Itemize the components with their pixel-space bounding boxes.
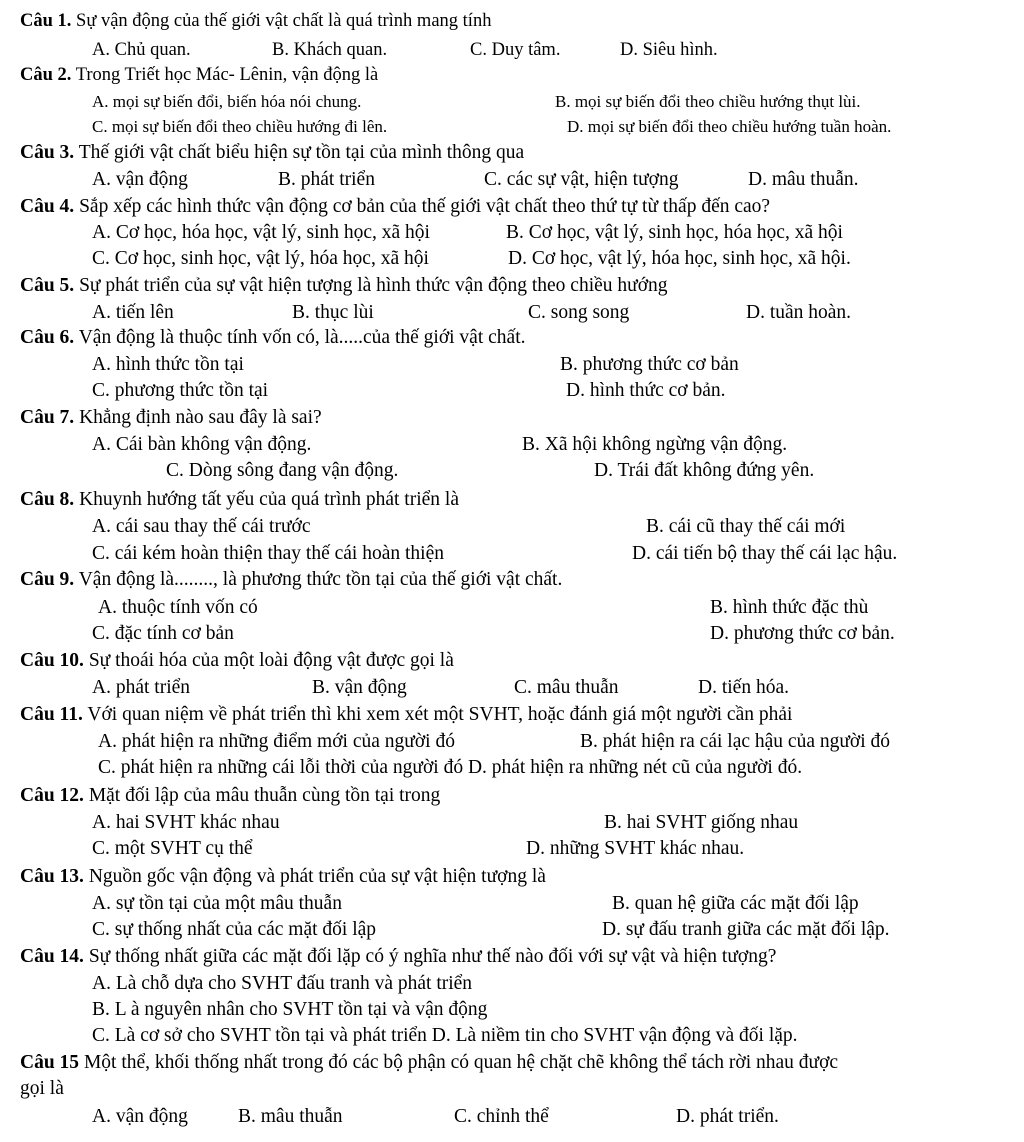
question-13: Câu 13. Nguồn gốc vận động và phát triển của sự vật hiện tượng là — [20, 866, 546, 887]
q2-option-a[interactable]: A. mọi sự biến đổi, biến hóa nói chung. — [92, 92, 362, 111]
question-7: Câu 7. Khẳng định nào sau đây là sai? — [20, 407, 322, 428]
question-8: Câu 8. Khuynh hướng tất yếu của quá trình phát triển là — [20, 489, 459, 510]
question-15-continued: gọi là — [20, 1078, 64, 1099]
q7-option-d[interactable]: D. Trái đất không đứng yên. — [594, 460, 815, 481]
q15-option-c[interactable]: C. chỉnh thể — [454, 1106, 549, 1127]
q8-option-c[interactable]: C. cái kém hoàn thiện thay thế cái hoàn thiện — [92, 543, 444, 564]
q9-option-b[interactable]: B. hình thức đặc thù — [710, 597, 869, 618]
q15-option-a[interactable]: A. vận động — [92, 1106, 188, 1127]
q9-option-c[interactable]: C. đặc tính cơ bản — [92, 623, 234, 644]
q1-option-d[interactable]: D. Siêu hình. — [620, 40, 718, 60]
q4-option-c[interactable]: C. Cơ học, sinh học, vật lý, hóa học, xã hội — [92, 248, 429, 269]
q14-option-a[interactable]: A. Là chỗ dựa cho SVHT đấu tranh và phát triển — [92, 973, 473, 994]
question-6: Câu 6. Vận động là thuộc tính vốn có, là.....của thế giới vật chất. — [20, 327, 526, 348]
q3-option-b[interactable]: B. phát triển — [278, 169, 375, 190]
q10-option-a[interactable]: A. phát triển — [92, 677, 191, 698]
question-11: Câu 11. Với quan niệm về phát triển thì khi xem xét một SVHT, hoặc đánh giá một người cần phải — [20, 704, 793, 725]
question-4: Câu 4. Sắp xếp các hình thức vận động cơ bản của thế giới vật chất theo thứ tự từ thấp đến cao? — [20, 196, 771, 217]
q8-option-d[interactable]: D. cái tiến bộ thay thế cái lạc hậu. — [632, 543, 898, 564]
q7-option-b[interactable]: B. Xã hội không ngừng vận động. — [522, 434, 788, 455]
q8-option-a[interactable]: A. cái sau thay thế cái trước — [92, 516, 311, 537]
q13-option-d[interactable]: D. sự đấu tranh giữa các mặt đối lập. — [602, 919, 890, 940]
q6-option-a[interactable]: A. hình thức tồn tại — [92, 354, 244, 375]
q6-option-b[interactable]: B. phương thức cơ bản — [560, 354, 739, 375]
q5-option-d[interactable]: D. tuần hoàn. — [746, 302, 852, 323]
q1-option-c[interactable]: C. Duy tâm. — [470, 40, 561, 60]
question-14: Câu 14. Sự thống nhất giữa các mặt đối lặp có ý nghĩa như thế nào đối với sự vật và hiện tượng? — [20, 946, 777, 967]
q11-option-cd[interactable]: C. phát hiện ra những cái lỗi thời của người đó D. phát hiện ra những nét cũ của người đó. — [98, 757, 803, 778]
q9-option-d[interactable]: D. phương thức cơ bản. — [710, 623, 895, 644]
q5-option-b[interactable]: B. thục lùi — [292, 302, 374, 323]
q4-option-b[interactable]: B. Cơ học, vật lý, sinh học, hóa học, xã hội — [506, 222, 843, 243]
q14-option-b[interactable]: B. L à nguyên nhân cho SVHT tồn tại và vận động — [92, 999, 488, 1020]
q13-option-c[interactable]: C. sự thống nhất của các mặt đối lập — [92, 919, 377, 940]
question-10: Câu 10. Sự thoái hóa của một loài động vật được gọi là — [20, 650, 454, 671]
q7-option-c[interactable]: C. Dòng sông đang vận động. — [166, 460, 399, 481]
q3-option-d[interactable]: D. mâu thuẫn. — [748, 169, 859, 190]
q15-option-d[interactable]: D. phát triển. — [676, 1106, 779, 1127]
question-2: Câu 2. Trong Triết học Mác- Lênin, vận động là — [20, 65, 379, 85]
q10-option-d[interactable]: D. tiến hóa. — [698, 677, 789, 698]
question-1: Câu 1. Sự vận động của thế giới vật chất là quá trình mang tính — [20, 11, 492, 31]
q13-option-b[interactable]: B. quan hệ giữa các mặt đối lập — [612, 893, 859, 914]
q11-option-a[interactable]: A. phát hiện ra những điểm mới của người đó — [98, 731, 455, 752]
q4-option-d[interactable]: D. Cơ học, vật lý, hóa học, sinh học, xã hội. — [508, 248, 851, 269]
q5-option-a[interactable]: A. tiến lên — [92, 302, 174, 323]
q9-option-a[interactable]: A. thuộc tính vốn có — [98, 597, 258, 618]
q14-option-cd[interactable]: C. Là cơ sở cho SVHT tồn tại và phát triển D. Là niềm tin cho SVHT vận động và đối lặp. — [92, 1025, 798, 1046]
question-12: Câu 12. Mặt đối lập của mâu thuẫn cùng tồn tại trong — [20, 785, 441, 806]
q1-option-a[interactable]: A. Chủ quan. — [92, 40, 191, 60]
q8-option-b[interactable]: B. cái cũ thay thế cái mới — [646, 516, 846, 537]
q7-option-a[interactable]: A. Cái bàn không vận động. — [92, 434, 312, 455]
q2-option-c[interactable]: C. mọi sự biến đổi theo chiều hướng đi lên. — [92, 117, 388, 136]
q5-option-c[interactable]: C. song song — [528, 302, 630, 323]
q4-option-a[interactable]: A. Cơ học, hóa học, vật lý, sinh học, xã hội — [92, 222, 430, 243]
q15-option-b[interactable]: B. mâu thuẫn — [238, 1106, 343, 1127]
q13-option-a[interactable]: A. sự tồn tại của một mâu thuẫn — [92, 893, 342, 914]
question-5: Câu 5. Sự phát triển của sự vật hiện tượng là hình thức vận động theo chiều hướng — [20, 275, 668, 296]
q10-option-c[interactable]: C. mâu thuẫn — [514, 677, 619, 698]
q2-option-b[interactable]: B. mọi sự biến đổi theo chiều hướng thụt lùi. — [555, 92, 861, 111]
q3-option-c[interactable]: C. các sự vật, hiện tượng — [484, 169, 679, 190]
q11-option-b[interactable]: B. phát hiện ra cái lạc hậu của người đó — [580, 731, 891, 752]
q12-option-a[interactable]: A. hai SVHT khác nhau — [92, 812, 280, 833]
q12-option-c[interactable]: C. một SVHT cụ thể — [92, 838, 253, 859]
question-9: Câu 9. Vận động là........, là phương thức tồn tại của thế giới vật chất. — [20, 569, 563, 590]
q3-option-a[interactable]: A. vận động — [92, 169, 188, 190]
q12-option-b[interactable]: B. hai SVHT giống nhau — [604, 812, 799, 833]
question-15: Câu 15 Một thể, khối thống nhất trong đó các bộ phận có quan hệ chặt chẽ không thể tách rời nhau được — [20, 1052, 839, 1073]
q2-option-d[interactable]: D. mọi sự biến đổi theo chiều hướng tuần hoàn. — [567, 117, 892, 136]
q6-option-c[interactable]: C. phương thức tồn tại — [92, 380, 269, 401]
q1-option-b[interactable]: B. Khách quan. — [272, 40, 388, 60]
q12-option-d[interactable]: D. những SVHT khác nhau. — [526, 838, 745, 859]
q10-option-b[interactable]: B. vận động — [312, 677, 407, 698]
q6-option-d[interactable]: D. hình thức cơ bản. — [566, 380, 726, 401]
question-3: Câu 3. Thế giới vật chất biểu hiện sự tồn tại của mình thông qua — [20, 142, 525, 163]
